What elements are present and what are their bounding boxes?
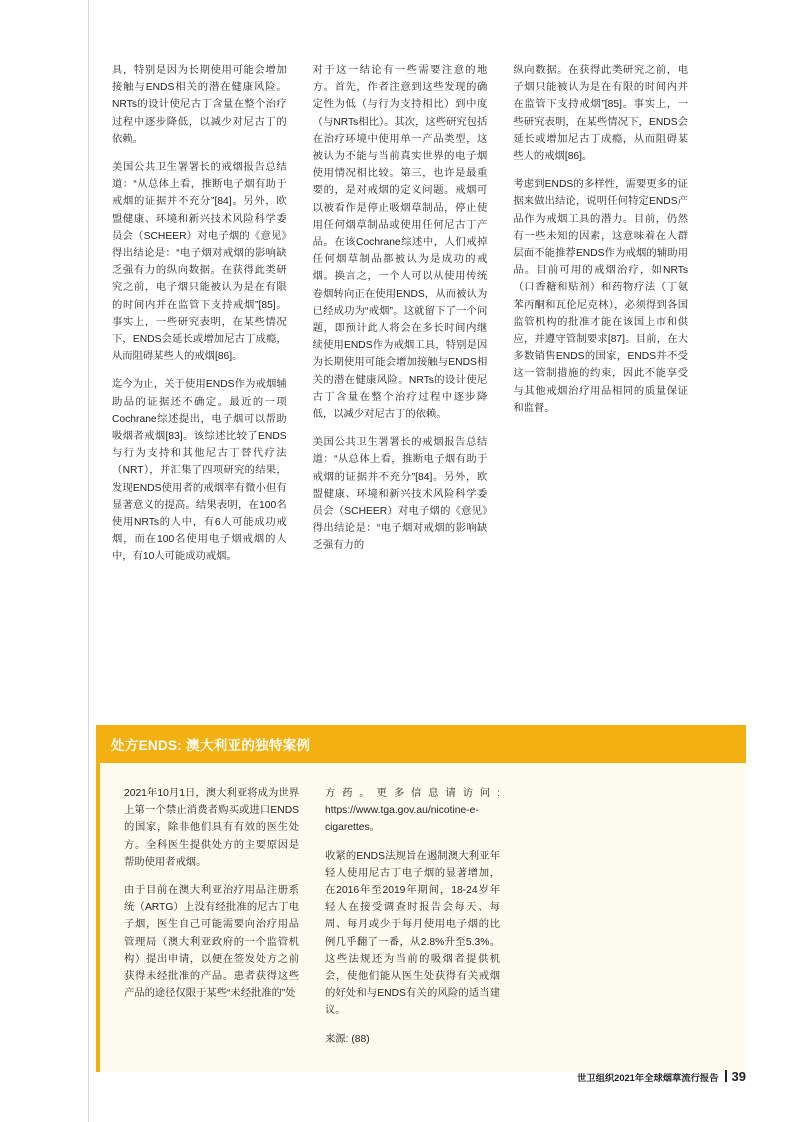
paragraph: 考虑到ENDS的多样性，需要更多的证据来做出结论，说明任何特定ENDS产品作为戒烟工具的潜力。目前，仍然有一些未知的因素，这意味着在人群层面不能推荐ENDS作为戒烟的辅助用品。目前可用的戒烟治疗，如NRTs（口香糖和贴剂）和药物疗法（丁氨苯丙酮和瓦伦尼克林），必须得到各国监管机构的批准才能在该国上市和供应，并遵守管制要求[87]。目前，在大多数销售ENDS的国家，ENDS并不受这一管制措施的约束，因此不能享受与其他戒烟治疗用品相同的质量保证和监督。	[513, 179, 689, 414]
paragraph: 对于这一结论有一些需要注意的地方。首先，作者注意到这些发现的确定性为低（与行为支持相比）到中度（与NRTs相比）。其次，这些研究包括在治疗环境中使用单一产品类型，这被认为不能与当前真实世界的电子烟使用情况相比较。第三，也许是最重要的，是对戒烟的定义问题。戒烟可以被看作是停止吸烟草制品，停止使用任何烟草制品或使用任何尼古丁产品。在该Cochrane综述中，人们戒掉任何烟草制品都被认为是成功的戒烟。换言之，一个人可以从使用传统卷烟转向正在使用ENDS，从而被认为已经成功为“戒烟”。这就留下了一个问题，即预计此人将会在多长时间内继续使用ENDS作为戒烟工具，特别是因为长期使用可能会增加接触与ENDS相关的潜在健康风险。NRTs的设计使尼古丁含量在整个治疗过程中逐步降低，以减少对尼古丁的依赖。	[312, 65, 488, 421]
paragraph: 美国公共卫生署署长的戒烟报告总结道：“从总体上看，推断电子烟有助于戒烟的证据并不充分”[84]。另外，欧盟健康、环境和新兴技术风险科学委员会（SCHEER）对电子烟的《意见》得出结论是：“电子烟对戒烟的影响缺乏强有力的纵向数据。在获得此类研究之前，电子烟只能被认为是在有限的时间内并在监管下支持戒烟”[85]。事实上，一些研究表明，在某些情况下，ENDS会延长或增加尼古丁成瘾，从而阻碍某些人的戒烟[86]。	[112, 162, 287, 363]
paragraph: 由于目前在澳大利亚治疗用品注册系统（ARTG）上没有经批准的尼古丁电子烟，医生自己可能需要向治疗用品管理局（澳大利亚政府的一个监管机构）提出申请，以便在签发处方之前获得未经批准的产品。患者获得这些产品的途径仅限于某些“未经批准的”处	[124, 885, 299, 1000]
paragraph: 方药。更多信息请访问: https://www.tga.gov.au/nicotine-e-cigarettes。	[325, 788, 500, 834]
footer-divider	[725, 1070, 727, 1082]
paragraph: 美国公共卫生署署长的戒烟报告总结道：“从总体上看，推断电子烟有助于戒烟的证据并不充分”[84]。另外，欧盟健康、环境和新兴技术风险科学委员会（SCHEER）对电子烟的《意见》得出结论是：“电子烟对戒烟的影响缺乏强有力的	[312, 437, 488, 552]
page-number: 39	[731, 1069, 746, 1084]
paragraph: 2021年10月1日，澳大利亚将成为世界上第一个禁止消费者购买或进口ENDS的国家，除非他们具有有效的医生处方。全科医生提供处方的主要原因是帮助使用者戒烟。	[124, 788, 299, 868]
article-columns	[112, 62, 688, 577]
article-column-1	[112, 62, 287, 577]
left-margin-rule	[88, 0, 89, 1122]
callout-body	[96, 763, 746, 1072]
callout-column-3-empty	[526, 785, 701, 1048]
page-footer	[577, 1069, 746, 1084]
callout-header	[96, 725, 746, 763]
article-column-3	[513, 62, 688, 577]
callout-title: 处方ENDS: 澳大利亚的独特案例	[111, 738, 311, 753]
paragraph: 纵向数据。在获得此类研究之前，电子烟只能被认为是在有限的时间内并在监管下支持戒烟”[85]。事实上，一些研究表明，在某些情况下，ENDS会延长或增加尼古丁成瘾，从而阻碍某些人的戒烟[86]。	[513, 65, 689, 163]
callout-box	[96, 725, 746, 1072]
callout-column-1	[124, 785, 299, 1048]
footer-title: 世卫组织2021年全球烟草流行报告	[576, 1073, 719, 1083]
paragraph: 具，特别是因为长期使用可能会增加接触与ENDS相关的潜在健康风险。NRTs的设计使尼古丁含量在整个治疗过程中逐步降低，以减少对尼古丁的依赖。	[112, 65, 287, 145]
callout-column-2	[325, 785, 500, 1048]
paragraph: 迄今为止，关于使用ENDS作为戒烟辅助品的证据还不确定。最近的一项Cochrane综述提出，电子烟可以帮助吸烟者戒烟[83]。该综述比较了ENDS与行为支持和其他尼古丁替代疗法（NRT），并汇集了四项研究的结果，发现ENDS使用者的戒烟率有微小但有显著意义的提高。结果表明，在100名使用NRTs的人中，有6人可能成功戒烟，而在100名使用电子烟戒烟的人中，有10人可能成功戒烟。	[112, 379, 287, 563]
paragraph: 收紧的ENDS法规旨在遏制澳大利亚年轻人使用尼古丁电子烟的显著增加，在2016年至2019年期间，18-24岁年轻人在接受调查时报告会每天、每周、每月或少于每月使用电子烟的比例几乎翻了一番，从2.8%升至5.3%。这些法规还为当前的吸烟者提供机会，使他们能从医生处获得有关戒烟的好处和与ENDS有关的风险的适当建议。	[325, 850, 500, 1017]
article-column-2	[313, 62, 488, 577]
source-note: 来源: (88)	[325, 1033, 370, 1045]
